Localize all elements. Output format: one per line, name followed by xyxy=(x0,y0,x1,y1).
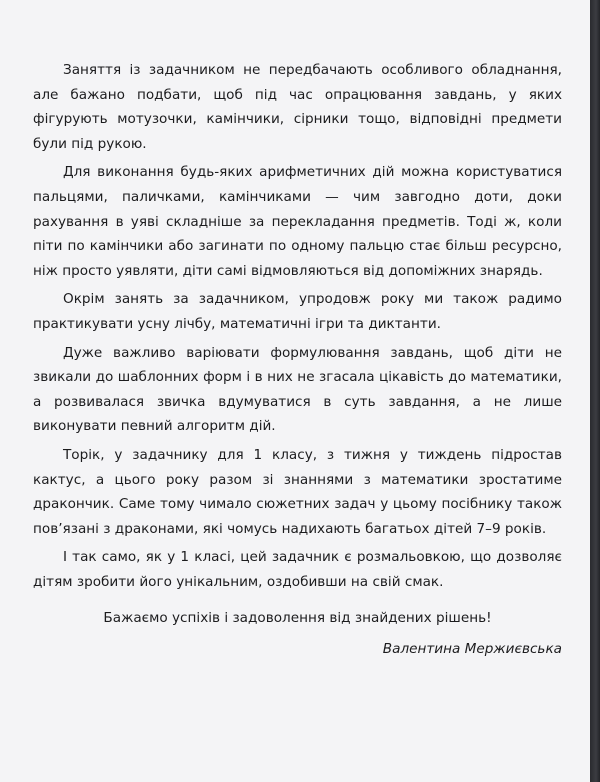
closing-wish: Бажаємо успіхів і задоволення від знайдених рішень! xyxy=(103,610,492,627)
paragraph-dragon: Торік, у задачнику для 1 класу, з тижня у тиждень підростав кактус, а цього року разом зі знаннями з математики зростатиме дракончик. Саме тому чимало сюжетних задач у цьому посібнику також пов’язані з драконами, які чомусь надихають багатьох дітей 7–9 років. xyxy=(33,446,562,537)
author-signature: Валентина Мержиєвська xyxy=(382,641,562,658)
paragraph-wording: Дуже важливо варіювати формулювання завдань, щоб діти не звикали до шаблонних форм і в них не згасала цікавість до математики, а розвивалася звичка вдумуватися в суть завдання, а не лише виконувати певний алгоритм дій. xyxy=(33,344,562,435)
paragraph-oral-counting: Окрім занять за задачником, упродовж року ми також радимо практикувати усну лічбу, математичні ігри та диктанти. xyxy=(33,291,562,332)
paragraph-coloring: І так само, як у 1 класі, цей задачник є розмальовкою, що дозволяє дітям зробити його унікальним, оздобивши на свій смак. xyxy=(33,549,562,590)
paragraph-equipment: Заняття із задачником не передбачають особливого обладнання, але бажано подбати, щоб під час опрацювання завдань, у яких фігурують мотузочки, камінчики, сірники тощо, відповідні предмети були під рукою. xyxy=(33,62,562,152)
page-edge-shadow xyxy=(590,0,600,782)
paragraph-arithmetic: Для виконання будь-яких арифметичних дій можна користуватися пальцями, паличками, камінчиками — чим завгодно доти, доки рахування в уяві складніше за перекладання предметів. Тоді ж, коли піти по камінчики або загинати по одному пальцю стає більш ресурсно, ніж просто уявляти, діти самі відмовляються від допоміжних знарядь. xyxy=(33,164,562,279)
